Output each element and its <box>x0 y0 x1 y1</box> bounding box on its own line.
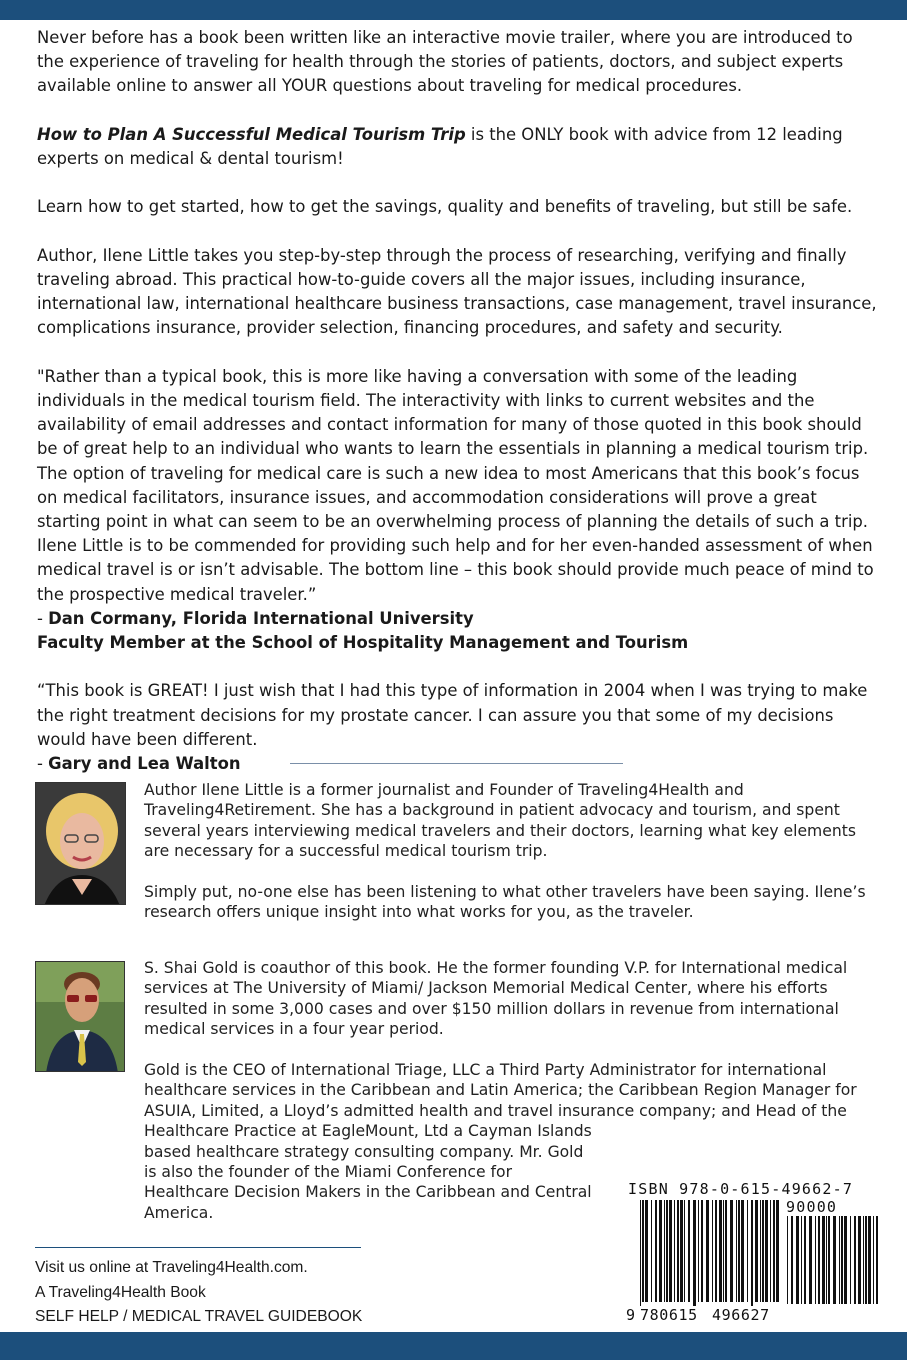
author-photo-ilene-little <box>35 782 126 905</box>
website-line: Visit us online at Traveling4Health.com. <box>35 1259 308 1276</box>
bio-1-paragraph-2: Simply put, no-one else has been listening to what other travelers have been saying. Ilene’s research offers unique insight into what works for you, as the traveler. <box>144 883 866 922</box>
footer-divider <box>35 1247 361 1248</box>
barcode-digits-group-1: 780615 <box>640 1306 698 1324</box>
testimonial-2: “This book is GREAT! I just wish that I had this type of information in 2004 when I was trying to make the right treatment decisions for my prostate cancer. I can assure you that some of my decisions would have been different. <box>37 681 868 749</box>
author-portrait-1 <box>36 783 126 905</box>
testimonial-1-author-title: Faculty Member at the School of Hospitality Management and Tourism <box>37 633 689 653</box>
coauthor-bio-continued <box>144 1060 884 1223</box>
coauthor-bio-shai-gold <box>144 958 874 1060</box>
top-color-band <box>0 0 907 20</box>
intro-paragraph-3: Learn how to get started, how to get the savings, quality and benefits of traveling, but still be safe. <box>37 197 853 217</box>
isbn-barcode <box>640 1200 780 1312</box>
barcode-digit-first: 9 <box>626 1306 636 1324</box>
coauthor-photo-shai-gold <box>35 961 125 1072</box>
testimonial-2-author: - Gary and Lea Walton <box>37 754 241 774</box>
addon-barcode <box>787 1216 879 1314</box>
publisher-line: A Traveling4Health Book <box>35 1283 206 1301</box>
barcode-digits-group-2: 496627 <box>712 1306 770 1324</box>
category-line: SELF HELP / MEDICAL TRAVEL GUIDEBOOK <box>35 1308 363 1326</box>
bio-2-paragraph-2b: Healthcare Practice at EagleMount, Ltd a Cayman Islands based healthcare strategy consulting company. Mr. Gold is also the founder of the Miami Conference for Healthcare Decision Makers in the Caribbean and Central America. <box>144 1122 592 1222</box>
bio-1-paragraph-1: Author Ilene Little is a former journalist and Founder of Traveling4Health and Traveling4Retirement. She has a background in patient advocacy and tourism, and spent several years interviewing medical travelers and their doctors, learning what key elements are necessary for a successful medical tourism trip. <box>144 781 856 861</box>
bio-2-paragraph-1: S. Shai Gold is coauthor of this book. He the former founding V.P. for International medical services at The University of Miami/ Jackson Memorial Medical Center, where his efforts resulted in some 3,000 cases and over $150 million dollars in revenue from international medical services in a four year period. <box>144 959 848 1039</box>
author-bio-ilene-little <box>144 780 874 943</box>
back-cover-text <box>37 26 879 776</box>
bottom-color-band <box>0 1332 907 1360</box>
testimonial-1-author: - Dan Cormany, Florida International University <box>37 608 474 628</box>
author-portrait-2 <box>36 962 125 1072</box>
publisher-footer <box>35 1256 362 1330</box>
isbn-number: ISBN 978-0-615-49662-7 <box>628 1180 854 1198</box>
bio-2-paragraph-2a: Gold is the CEO of International Triage, LLC a Third Party Administrator for international healthcare services in the Caribbean and Latin America; the Caribbean Region Manager for ASUIA, Limited, a Lloyd’s admitted health and travel insurance company; and Head of the <box>144 1061 857 1120</box>
intro-paragraph-2 <box>37 123 879 171</box>
intro-paragraph-2-rest: is the ONLY book with advice from 12 leading experts on medical & dental tourism! <box>37 124 843 168</box>
testimonial-1: "Rather than a typical book, this is more like having a conversation with some of the leading individuals in the medical tourism field. The interactivity with links to current websites and the availability of email addresses and contact information for many of those quoted in this book should be of great help to an individual who wants to learn the essentials in planning a medical tourism trip. The option of traveling for medical care is such a new idea to most Americans that this book’s focus on medical facilitators, insurance issues, and accommodation considerations will prove a great starting point in what can seem to be an overwhelming process of planning the details of such a trip. Ilene Little is to be commended for providing such help and for her even-handed assessment of when medical travel is or isn’t advisable. The bottom line – this book should provide much peace of mind to the prospective medical traveler.” <box>37 366 874 604</box>
section-divider <box>290 763 623 764</box>
intro-paragraph-1: Never before has a book been written like an interactive movie trailer, where you are introduced to the experience of traveling for health through the stories of patients, doctors, and subject experts available online to answer all YOUR questions about traveling for medical procedures. <box>37 28 853 96</box>
book-title: How to Plan A Successful Medical Tourism Trip <box>37 124 466 144</box>
intro-paragraph-4: Author, Ilene Little takes you step-by-step through the process of researching, verifying and finally traveling abroad. This practical how-to-guide covers all the major issues, including insurance, international law, international healthcare business transactions, case management, travel insurance, complications insurance, provider selection, financing procedures, and safety and security. <box>37 245 877 338</box>
price-addon-number: 90000 <box>786 1198 838 1216</box>
